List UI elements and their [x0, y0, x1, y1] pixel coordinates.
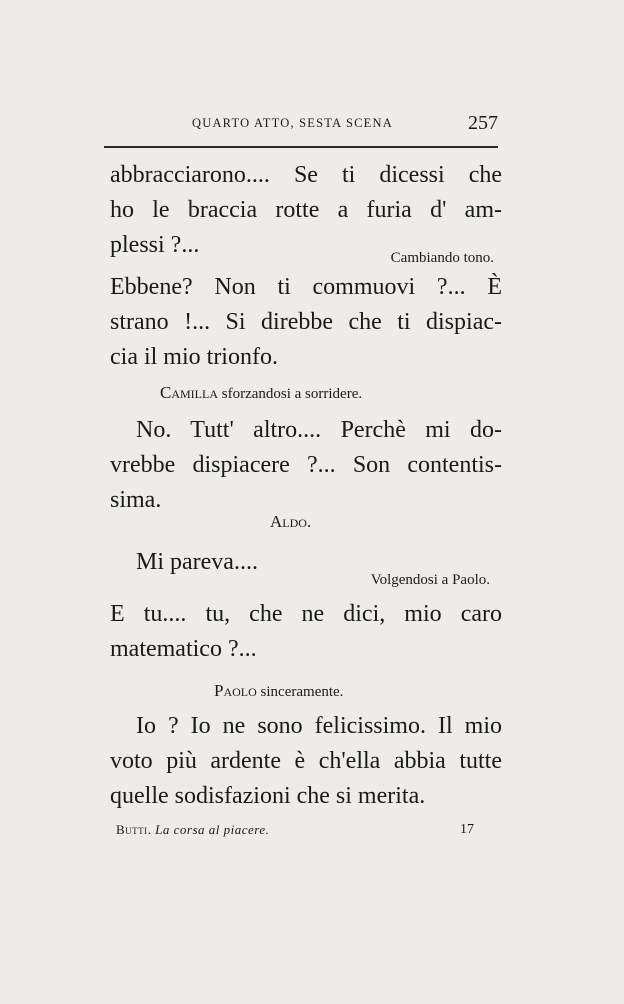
signature-footer	[116, 822, 474, 842]
paragraph-continuation	[110, 158, 502, 263]
text-line: abbracciarono.... Se ti dicessi che	[110, 162, 502, 188]
text-line: plessi ?...	[110, 232, 200, 258]
signature-number: 17	[460, 822, 474, 837]
page-number: 257	[468, 112, 498, 134]
text-line: matematico ?...	[110, 636, 257, 662]
paragraph-camilla	[110, 413, 502, 518]
text-line: quelle sodisfazioni che si merita.	[110, 783, 426, 809]
speaker-direction: sinceramente.	[260, 684, 344, 700]
paragraph-paolo	[110, 709, 502, 814]
speaker-direction: sforzandosi a sorridere.	[221, 386, 363, 402]
text-line: E tu.... tu, che ne dici, mio caro	[110, 601, 502, 627]
text-line: Mi pareva....	[136, 549, 258, 575]
text-line: cia il mio trionfo.	[110, 344, 278, 370]
signature-line	[116, 822, 269, 838]
speaker-line-paolo	[214, 681, 343, 701]
speaker-name: Aldo.	[270, 512, 312, 531]
paragraph-aldo-to-paolo	[110, 597, 502, 667]
text-line: Ebbene? Non ti commuovi ?... È	[110, 274, 502, 300]
text-line: voto più ardente è ch'ella abbia tutte	[110, 748, 502, 774]
speaker-name: Camilla	[160, 383, 218, 402]
running-title: QUARTO ATTO, SESTA SCENA	[192, 116, 393, 130]
stage-direction: Volgendosi a Paolo.	[370, 572, 490, 588]
paragraph-aldo-continued	[110, 270, 502, 375]
header-rule	[104, 146, 498, 148]
speaker-line-aldo	[270, 512, 311, 532]
text-line: vrebbe dispiacere ?... Son contentis-	[110, 452, 502, 478]
footer-title: La corsa al piacere.	[155, 822, 270, 837]
text-line: ho le braccia rotte a furia d' am-	[110, 197, 502, 223]
speaker-name: Paolo	[214, 681, 257, 700]
speaker-line-camilla	[160, 383, 362, 403]
footer-author: Butti.	[116, 822, 152, 837]
running-head	[108, 112, 500, 142]
text-line: sima.	[110, 487, 162, 513]
text-line: strano !... Si direbbe che ti dispiac-	[110, 309, 502, 335]
text-line: No. Tutt' altro.... Perchè mi do-	[136, 417, 502, 443]
stage-direction: Cambiando tono.	[390, 250, 494, 266]
text-line: Io ? Io ne sono felicissimo. Il mio	[136, 713, 502, 739]
